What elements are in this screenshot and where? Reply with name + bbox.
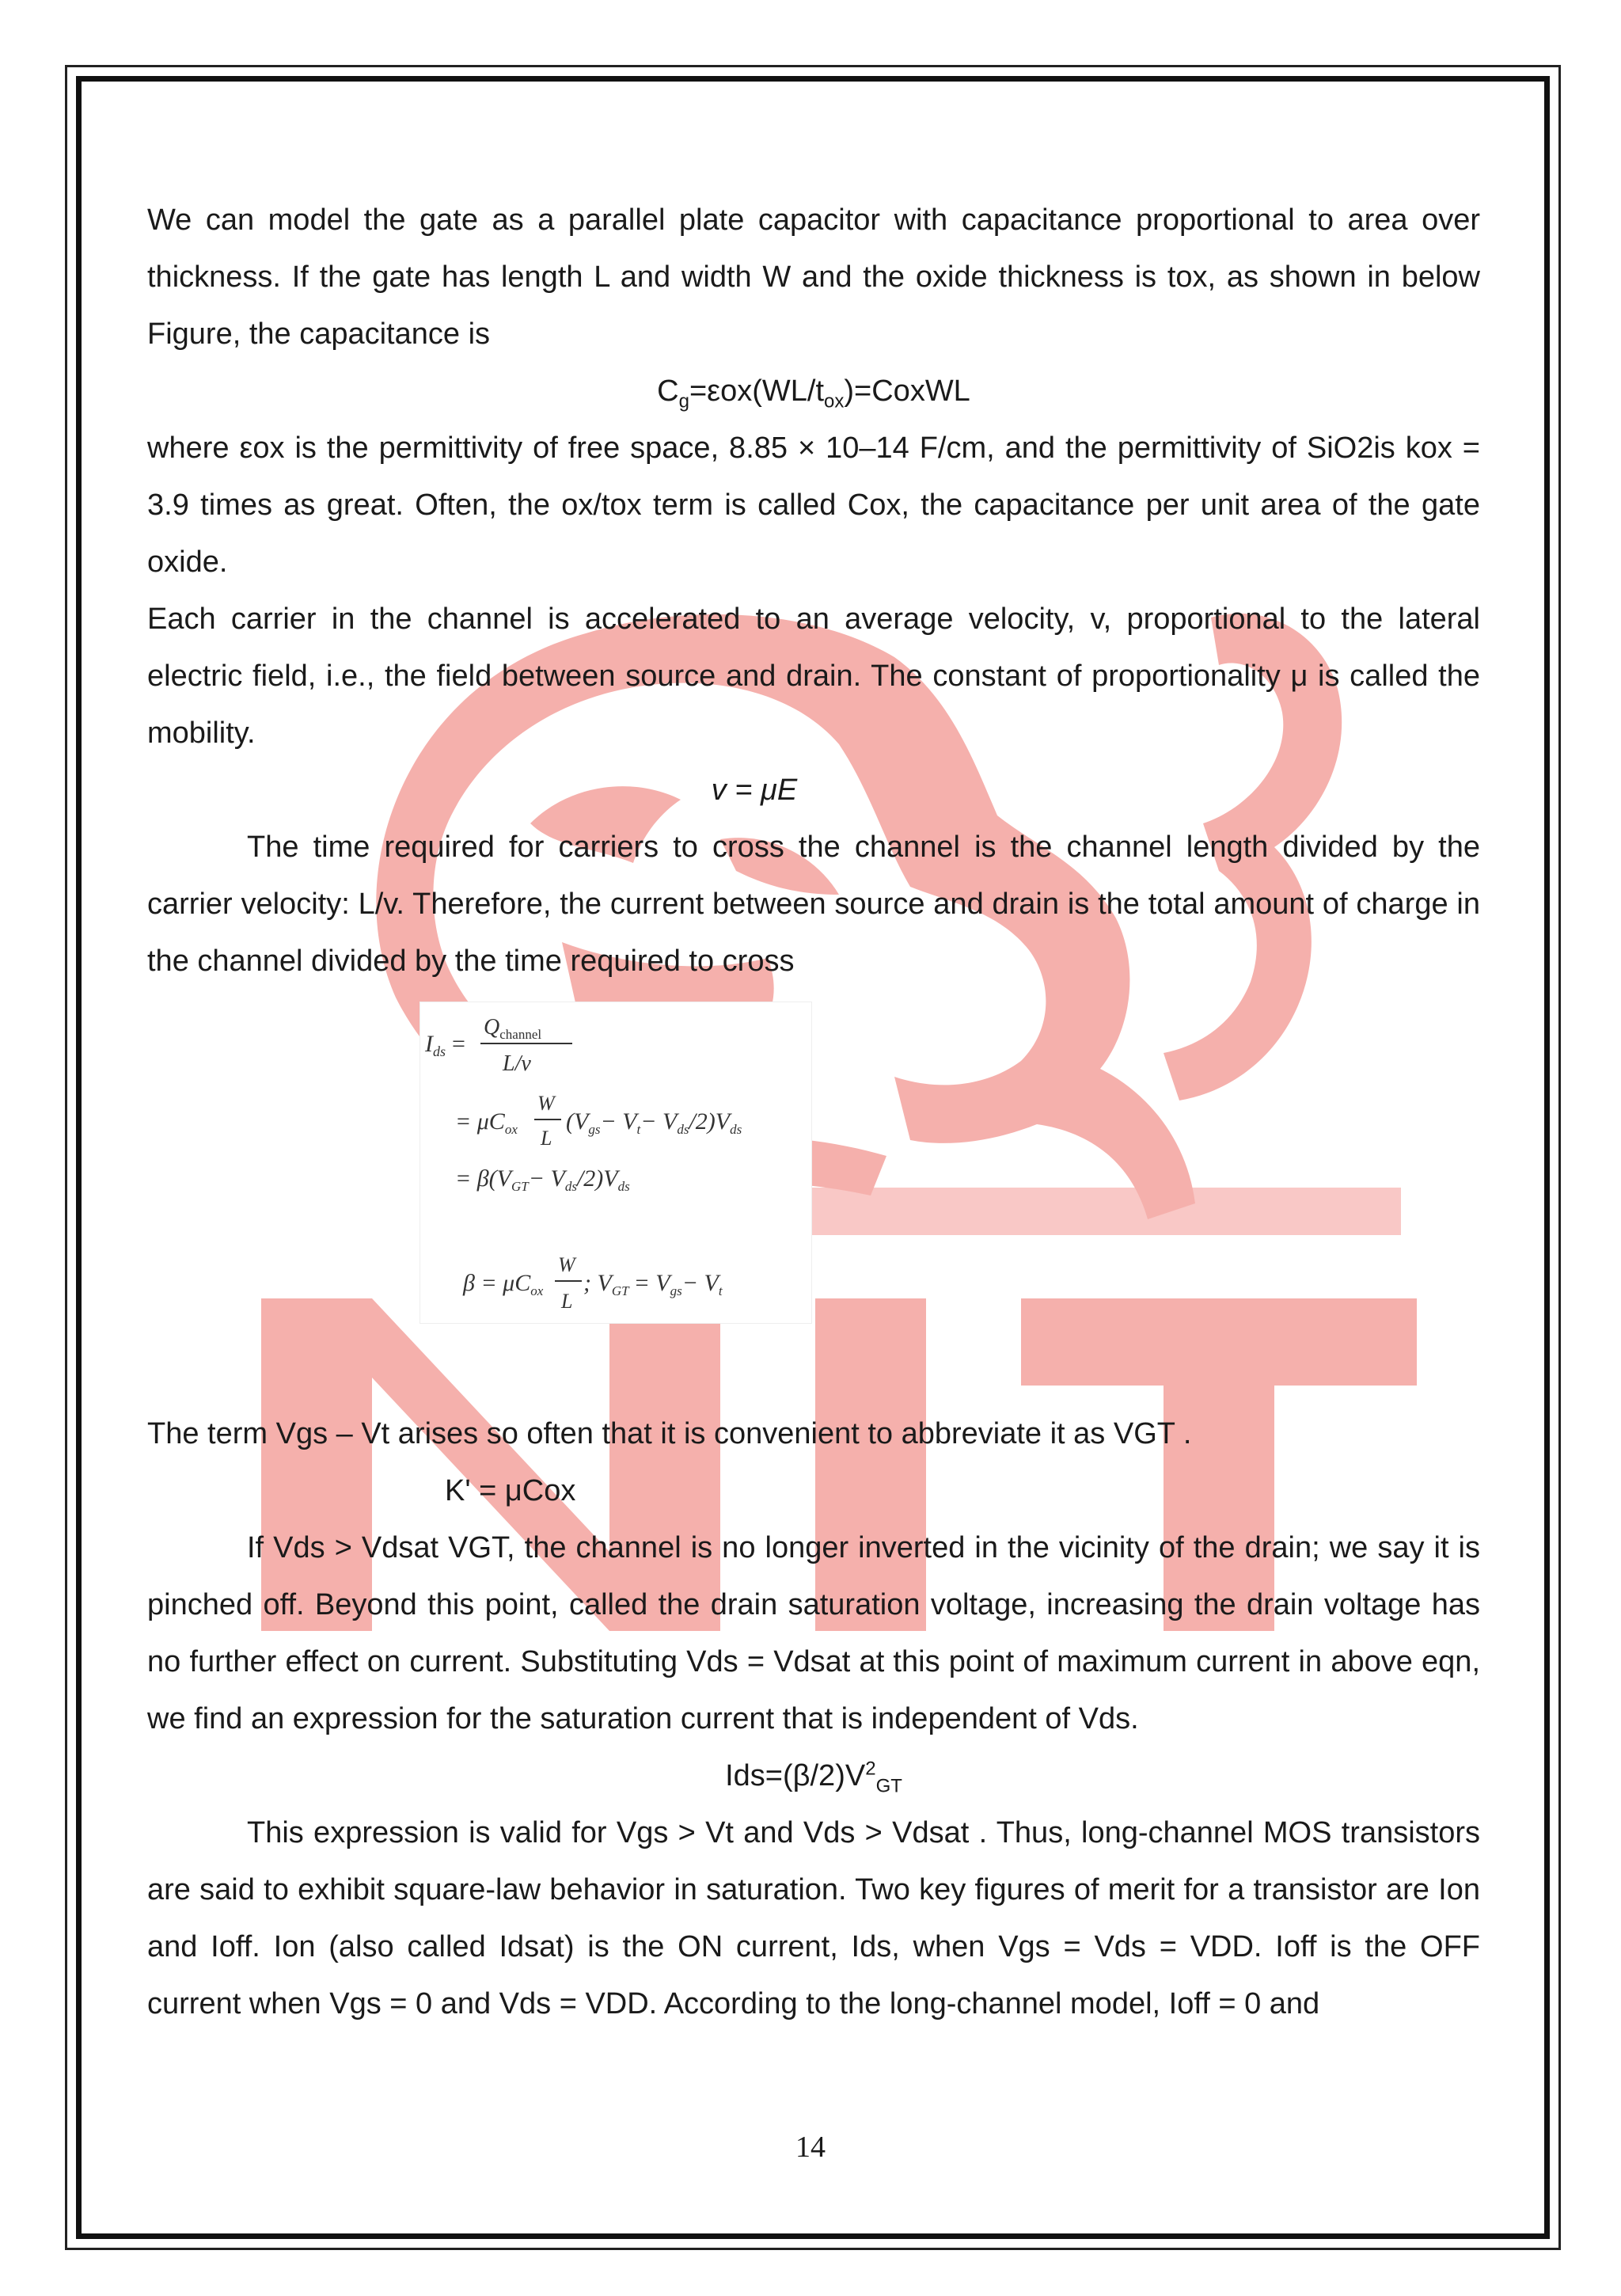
svg-text:L: L bbox=[541, 1127, 552, 1150]
equation-gate-capacitance: $C_g=\varepsilon ox(WL/t_{ox})=CoxWL$ bbox=[657, 374, 970, 412]
equation-velocity: v = μE bbox=[711, 774, 798, 807]
formula-spacer bbox=[147, 990, 1480, 1405]
paragraph-permittivity: where εox is the permittivity of free space, 8.85 × 10–14 F/cm, and the permittivity of SiO2is kox = 3.9 times as great. Often, the ox/tox term is called Cox, the capacitance per unit area of the gate oxide. bbox=[147, 431, 1480, 579]
paragraph-pinch-off: If Vds > Vdsat VGT, the channel is no longer inverted in the vicinity of the drain; we say it is pinched off. Beyond this point, called the drain saturation voltage, increasing the drain voltage has no further effect on current. Substituting Vds = Vdsat at this point of maximum current in above eqn, we find an expression for the saturation current that is independent of Vds. bbox=[147, 1531, 1480, 1735]
svg-text:W: W bbox=[558, 1253, 575, 1276]
svg-text:L/v: L/v bbox=[503, 1051, 531, 1076]
svg-text:= β(VGT− Vds/2)Vds: = $\beta(V_{GT}- V_{ds}/2)V_{ds}$ bbox=[455, 1165, 630, 1194]
paragraph-carrier-velocity: Each carrier in the channel is accelerated to an average velocity, v, proportional to the lateral electric field, i.e., the field between source and drain. The constant of proportionality μ is called the mobility. bbox=[147, 603, 1480, 750]
paragraph-vgt-term: The term Vgs – Vt arises so often that it is convenient to abbreviate it as VGT . bbox=[147, 1417, 1192, 1450]
svg-text:; VGT= Vgs− Vt: ; $V_{GT} = V_{gs}- V_t$ bbox=[583, 1270, 723, 1298]
svg-text:L: L bbox=[561, 1290, 573, 1313]
ids-formula-figure bbox=[419, 1002, 812, 1324]
svg-text:Ids=: $I_{ds}$ = bbox=[425, 1031, 465, 1059]
svg-text:W: W bbox=[537, 1092, 555, 1115]
paragraph-gate-capacitor: We can model the gate as a parallel plate capacitor with capacitance proportional to area over thickness. If the gate has length L and width W and the oxide thickness is tox, as shown in below Figure, the capacitance is bbox=[147, 203, 1480, 351]
equation-saturation-current: $Ids=(\beta/2)V^2_{GT}$ bbox=[725, 1758, 902, 1797]
page-number: 14 bbox=[795, 2131, 826, 2164]
svg-text:β = μCox: $\beta = \mu C_{ox}$ bbox=[463, 1270, 544, 1298]
page-body bbox=[147, 192, 1480, 2032]
svg-text:= μCox: = $\mu C_{ox}$ bbox=[455, 1108, 518, 1137]
equation-k-prime: K' = μCox bbox=[445, 1474, 576, 1507]
paragraph-square-law: This expression is valid for Vgs > Vt and Vds > Vdsat . Thus, long-channel MOS transistors are said to exhibit square-law behavior in saturation. Two key figures of merit for a transistor are Ion and Ioff. Ion (also called Idsat) is the ON current, Ids, when Vgs = Vds = VDD. Ioff is the OFF current when Vgs = 0 and Vds = VDD. According to the long-channel model, Ioff = 0 and bbox=[147, 1816, 1480, 2020]
paragraph-transit-time: The time required for carriers to cross the channel is the channel length divided by the carrier velocity: L/v. Therefore, the current between source and drain is the total amount of charge in the channel divided by the time required to cross bbox=[147, 831, 1480, 978]
svg-text:(Vgs− Vt− Vds/2)Vds: $(V_{gs}- V_t- V_{ds}/2)V_{ds}$ bbox=[566, 1108, 742, 1137]
svg-text:Qchannel: $Q_{channel}$ bbox=[484, 1015, 542, 1042]
